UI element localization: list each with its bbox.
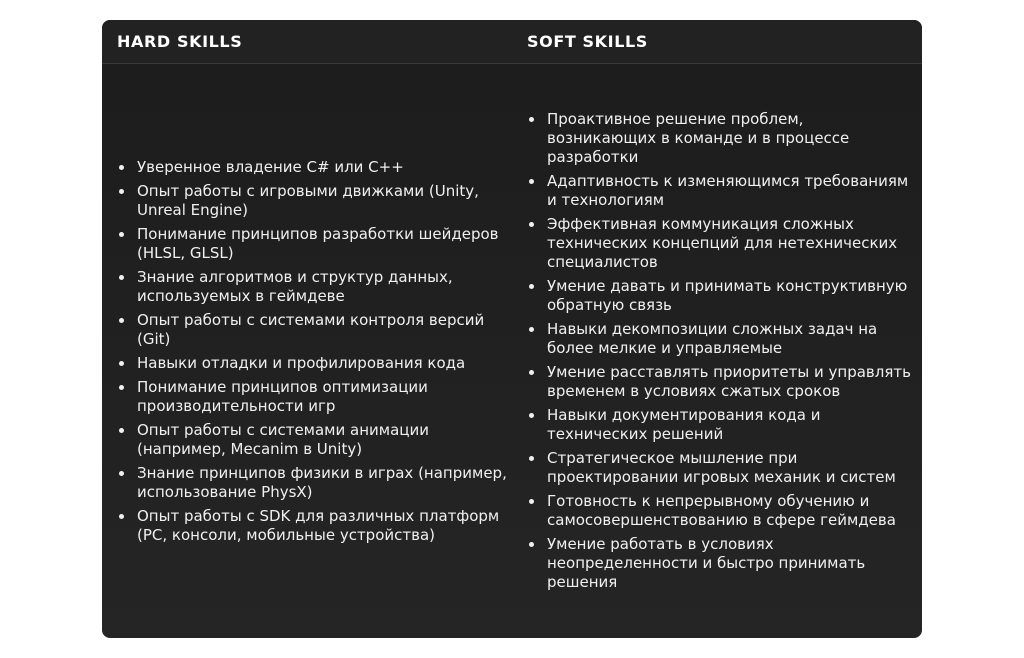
soft-skills-column [527,64,912,638]
list-item: Опыт работы с системами анимации (например, Mecanim в Unity) [117,421,507,459]
list-item: Эффективная коммуникация сложных технических концепций для нетехнических специалистов [527,215,912,272]
list-item: Понимание принципов оптимизации производительности игр [117,378,507,416]
list-item: Навыки отладки и профилирования кода [117,354,507,373]
list-item: Навыки декомпозиции сложных задач на более мелкие и управляемые [527,320,912,358]
hard-skills-heading: HARD SKILLS [117,32,243,51]
list-item: Знание принципов физики в играх (например, использование PhysX) [117,464,507,502]
list-item: Стратегическое мышление при проектировании игровых механик и систем [527,449,912,487]
list-item: Умение расставлять приоритеты и управлять временем в условиях сжатых сроков [527,363,912,401]
list-item: Уверенное владение C# или C++ [117,158,507,177]
list-item: Готовность к непрерывному обучению и самосовершенствованию в сфере геймдева [527,492,912,530]
list-item: Умение давать и принимать конструктивную обратную связь [527,277,912,315]
list-item: Адаптивность к изменяющимся требованиям и технологиям [527,172,912,210]
hard-skills-list [117,158,507,545]
table-header [102,20,922,64]
soft-skills-list [527,110,912,592]
list-item: Умение работать в условиях неопределенности и быстро принимать решения [527,535,912,592]
table-body [102,64,922,638]
list-item: Знание алгоритмов и структур данных, используемых в геймдеве [117,268,507,306]
list-item: Проактивное решение проблем, возникающих в команде и в процессе разработки [527,110,912,167]
list-item: Навыки документирования кода и технических решений [527,406,912,444]
list-item: Опыт работы с SDK для различных платформ (PC, консоли, мобильные устройства) [117,507,507,545]
list-item: Понимание принципов разработки шейдеров (HLSL, GLSL) [117,225,507,263]
list-item: Опыт работы с системами контроля версий (Git) [117,311,507,349]
soft-skills-heading: SOFT SKILLS [527,32,648,51]
skills-table [102,20,922,638]
list-item: Опыт работы с игровыми движками (Unity, Unreal Engine) [117,182,507,220]
hard-skills-column [117,64,507,638]
